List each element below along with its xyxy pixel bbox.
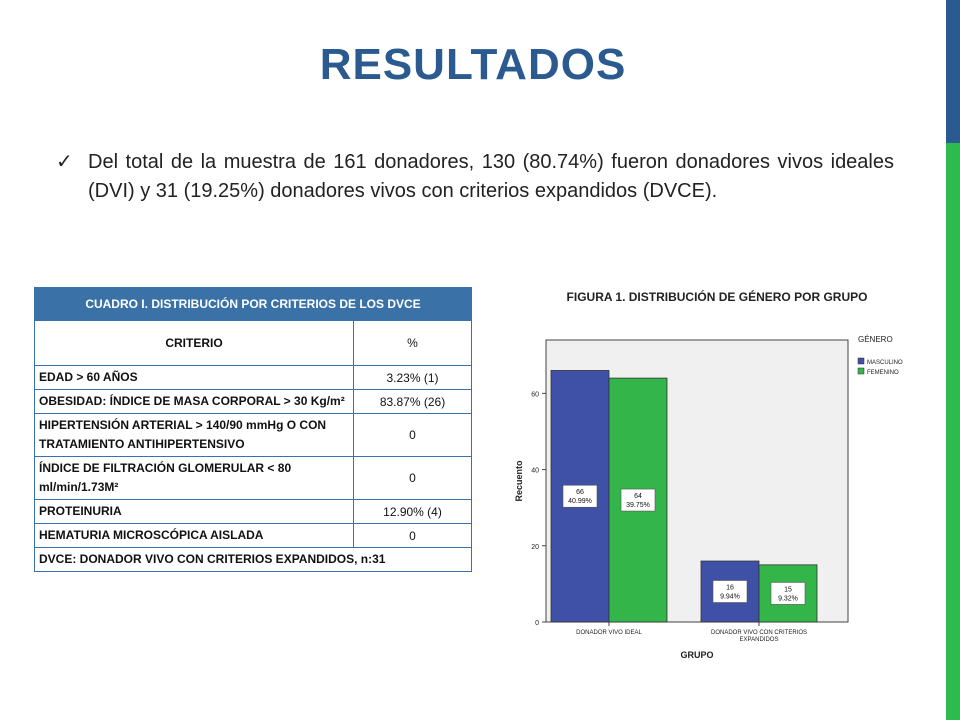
figure-title: FIGURA 1. DISTRIBUCIÓN DE GÉNERO POR GRUPO bbox=[566, 290, 868, 304]
x-tick-label: EXPANDIDOS bbox=[739, 637, 779, 643]
table-row bbox=[35, 414, 472, 457]
side-accent-blue bbox=[946, 0, 960, 143]
data-label: 40.99% bbox=[568, 498, 592, 506]
legend-label: FEMENINO bbox=[867, 370, 899, 376]
table-row bbox=[35, 524, 472, 548]
row-criterio: PROTEINURIA bbox=[35, 500, 354, 524]
summary-bullet bbox=[56, 148, 894, 206]
data-label: 66 bbox=[576, 489, 584, 497]
y-tick-label: 40 bbox=[531, 467, 539, 475]
gender-bar-chart bbox=[508, 328, 928, 668]
y-tick-label: 60 bbox=[531, 391, 539, 399]
legend-label: MASCULINO bbox=[867, 360, 903, 366]
summary-text: Del total de la muestra de 161 donadores, 130 (80.74%) fueron donadores vivos ideales (DVI) y 31 (19.25%) donadores vivos con criterios expandidos (DVCE). bbox=[88, 151, 894, 202]
criteria-table bbox=[34, 287, 472, 572]
legend-swatch bbox=[858, 358, 864, 364]
row-criterio: HEMATURIA MICROSCÓPICA AISLADA bbox=[35, 524, 354, 548]
row-criterio: HIPERTENSIÓN ARTERIAL > 140/90 mmHg O CON TRATAMIENTO ANTIHIPERTENSIVO bbox=[35, 414, 354, 457]
legend-title: GÉNERO bbox=[858, 335, 893, 344]
row-pct: 0 bbox=[354, 457, 472, 500]
legend-swatch bbox=[858, 368, 864, 374]
page-title: RESULTADOS bbox=[319, 40, 627, 89]
row-criterio: ÍNDICE DE FILTRACIÓN GLOMERULAR < 80 ml/min/1.73M² bbox=[35, 457, 354, 500]
row-criterio: OBESIDAD: ÍNDICE DE MASA CORPORAL > 30 Kg/m² bbox=[35, 390, 354, 414]
data-label: 16 bbox=[726, 584, 734, 592]
table-footer-row bbox=[35, 548, 472, 572]
column-header-pct: % bbox=[354, 321, 472, 366]
data-label: 39.75% bbox=[626, 502, 650, 510]
x-axis-label: GRUPO bbox=[680, 650, 714, 660]
column-header-criterio: CRITERIO bbox=[35, 321, 354, 366]
checkmark-icon: ✓ bbox=[56, 151, 73, 173]
data-label: 9.94% bbox=[720, 593, 740, 601]
table-footer: DVCE: DONADOR VIVO CON CRITERIOS EXPANDIDOS, n:31 bbox=[35, 548, 472, 572]
data-label: 15 bbox=[784, 586, 792, 594]
table-row bbox=[35, 366, 472, 390]
row-pct: 3.23% (1) bbox=[354, 366, 472, 390]
row-pct: 12.90% (4) bbox=[354, 500, 472, 524]
x-tick-label: DONADOR VIVO CON CRITERIOS bbox=[710, 630, 808, 636]
data-label: 9.32% bbox=[778, 595, 798, 603]
table-row bbox=[35, 390, 472, 414]
data-label: 64 bbox=[634, 493, 642, 501]
row-pct: 0 bbox=[354, 414, 472, 457]
side-accent-green bbox=[946, 143, 960, 720]
table-caption: CUADRO I. DISTRIBUCIÓN POR CRITERIOS DE LOS DVCE bbox=[35, 288, 472, 321]
row-pct: 83.87% (26) bbox=[354, 390, 472, 414]
y-tick-label: 20 bbox=[531, 543, 539, 551]
table-row bbox=[35, 457, 472, 500]
row-pct: 0 bbox=[354, 524, 472, 548]
y-tick-label: 0 bbox=[535, 620, 539, 627]
y-axis-label: Recuento bbox=[514, 460, 524, 502]
table-row bbox=[35, 500, 472, 524]
row-criterio: EDAD > 60 AÑOS bbox=[35, 366, 354, 390]
x-tick-label: DONADOR VIVO IDEAL bbox=[576, 630, 642, 636]
